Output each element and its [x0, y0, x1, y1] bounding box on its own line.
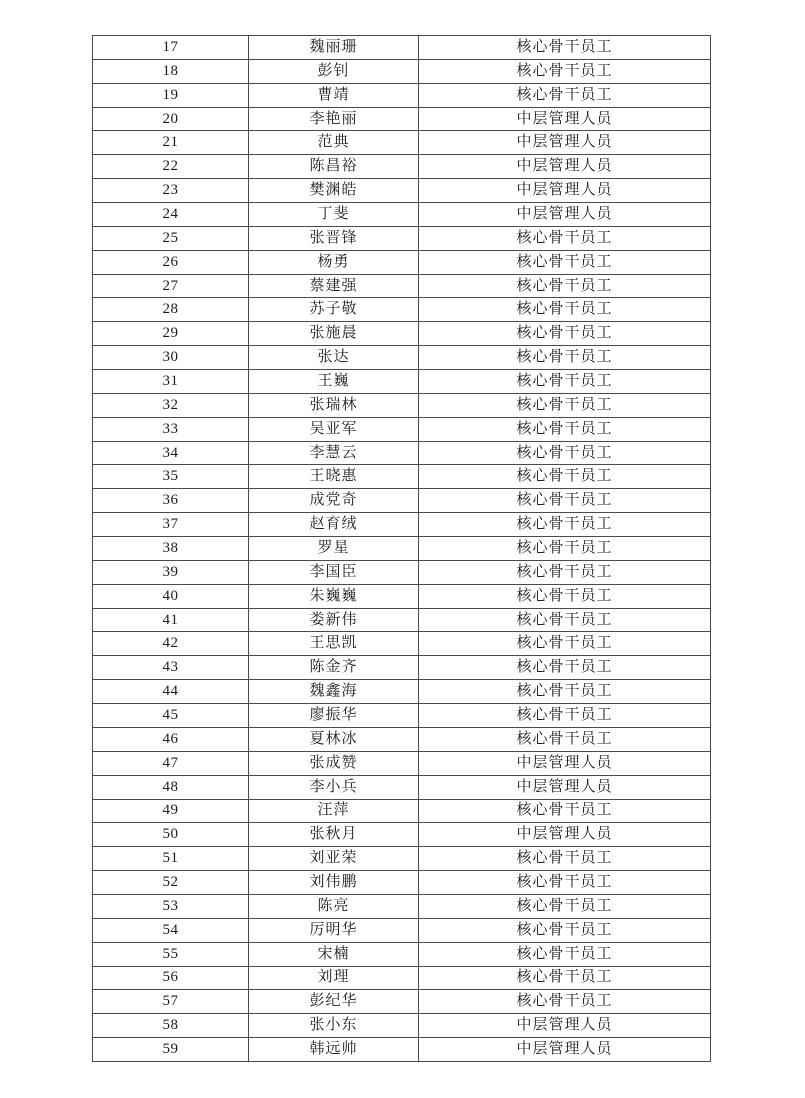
row-number-cell: 38 — [93, 537, 249, 561]
table-row — [93, 632, 711, 656]
row-number-cell: 29 — [93, 322, 249, 346]
employee-category-cell: 核心骨干员工 — [419, 393, 711, 417]
row-number-cell: 54 — [93, 918, 249, 942]
employee-name-cell: 廖振华 — [249, 704, 419, 728]
employee-category-cell: 核心骨干员工 — [419, 441, 711, 465]
employee-category-cell: 核心骨干员工 — [419, 847, 711, 871]
row-number-cell: 52 — [93, 871, 249, 895]
employee-category-cell: 中层管理人员 — [419, 1014, 711, 1038]
row-number-cell: 57 — [93, 990, 249, 1014]
table-row — [93, 203, 711, 227]
row-number-cell: 40 — [93, 584, 249, 608]
row-number-cell: 23 — [93, 179, 249, 203]
table-row — [93, 584, 711, 608]
table-row — [93, 727, 711, 751]
employee-name-cell: 厉明华 — [249, 918, 419, 942]
employee-category-cell: 核心骨干员工 — [419, 560, 711, 584]
employee-name-cell: 王巍 — [249, 370, 419, 394]
row-number-cell: 58 — [93, 1014, 249, 1038]
row-number-cell: 55 — [93, 942, 249, 966]
employee-name-cell: 朱巍巍 — [249, 584, 419, 608]
employee-category-cell: 核心骨干员工 — [419, 584, 711, 608]
employee-category-cell: 核心骨干员工 — [419, 322, 711, 346]
employee-name-cell: 张晋锋 — [249, 226, 419, 250]
table-row — [93, 441, 711, 465]
table-row — [93, 465, 711, 489]
table-row — [93, 656, 711, 680]
table-row — [93, 799, 711, 823]
employee-category-cell: 中层管理人员 — [419, 1038, 711, 1062]
employee-category-table — [92, 35, 711, 1062]
row-number-cell: 41 — [93, 608, 249, 632]
employee-name-cell: 李慧云 — [249, 441, 419, 465]
table-row — [93, 322, 711, 346]
employee-category-cell: 核心骨干员工 — [419, 704, 711, 728]
employee-name-cell: 蔡建强 — [249, 274, 419, 298]
table-row — [93, 346, 711, 370]
employee-category-cell: 核心骨干员工 — [419, 417, 711, 441]
employee-name-cell: 彭钊 — [249, 59, 419, 83]
row-number-cell: 20 — [93, 107, 249, 131]
employee-name-cell: 张秋月 — [249, 823, 419, 847]
employee-name-cell: 魏丽珊 — [249, 36, 419, 60]
employee-name-cell: 苏子敬 — [249, 298, 419, 322]
row-number-cell: 47 — [93, 751, 249, 775]
table-row — [93, 775, 711, 799]
table-row — [93, 894, 711, 918]
row-number-cell: 59 — [93, 1038, 249, 1062]
table-row — [93, 489, 711, 513]
employee-category-cell: 核心骨干员工 — [419, 36, 711, 60]
employee-name-cell: 娄新伟 — [249, 608, 419, 632]
row-number-cell: 48 — [93, 775, 249, 799]
table-row — [93, 560, 711, 584]
employee-name-cell: 张小东 — [249, 1014, 419, 1038]
row-number-cell: 36 — [93, 489, 249, 513]
table-row — [93, 990, 711, 1014]
employee-name-cell: 宋楠 — [249, 942, 419, 966]
table-row — [93, 36, 711, 60]
employee-name-cell: 樊渊皓 — [249, 179, 419, 203]
table-row — [93, 608, 711, 632]
employee-name-cell: 丁斐 — [249, 203, 419, 227]
employee-category-cell: 核心骨干员工 — [419, 346, 711, 370]
employee-name-cell: 王晓惠 — [249, 465, 419, 489]
row-number-cell: 51 — [93, 847, 249, 871]
employee-category-cell: 中层管理人员 — [419, 751, 711, 775]
row-number-cell: 31 — [93, 370, 249, 394]
row-number-cell: 17 — [93, 36, 249, 60]
employee-category-cell: 核心骨干员工 — [419, 608, 711, 632]
row-number-cell: 33 — [93, 417, 249, 441]
employee-category-cell: 中层管理人员 — [419, 203, 711, 227]
employee-category-cell: 核心骨干员工 — [419, 680, 711, 704]
employee-category-cell: 核心骨干员工 — [419, 274, 711, 298]
row-number-cell: 43 — [93, 656, 249, 680]
employee-name-cell: 魏鑫海 — [249, 680, 419, 704]
row-number-cell: 22 — [93, 155, 249, 179]
table-row — [93, 871, 711, 895]
row-number-cell: 37 — [93, 513, 249, 537]
table-row — [93, 823, 711, 847]
employee-category-cell: 核心骨干员工 — [419, 513, 711, 537]
table-row — [93, 1014, 711, 1038]
employee-category-cell: 核心骨干员工 — [419, 799, 711, 823]
row-number-cell: 35 — [93, 465, 249, 489]
row-number-cell: 27 — [93, 274, 249, 298]
row-number-cell: 30 — [93, 346, 249, 370]
row-number-cell: 24 — [93, 203, 249, 227]
table-row — [93, 370, 711, 394]
table-row — [93, 250, 711, 274]
employee-name-cell: 吴亚军 — [249, 417, 419, 441]
row-number-cell: 32 — [93, 393, 249, 417]
table-row — [93, 942, 711, 966]
employee-category-cell: 核心骨干员工 — [419, 537, 711, 561]
row-number-cell: 28 — [93, 298, 249, 322]
employee-category-cell: 核心骨干员工 — [419, 966, 711, 990]
employee-name-cell: 王思凯 — [249, 632, 419, 656]
table-row — [93, 59, 711, 83]
employee-category-cell: 核心骨干员工 — [419, 226, 711, 250]
employee-category-cell: 核心骨干员工 — [419, 465, 711, 489]
employee-name-cell: 汪萍 — [249, 799, 419, 823]
employee-category-cell: 核心骨干员工 — [419, 59, 711, 83]
table-row — [93, 83, 711, 107]
employee-category-cell: 中层管理人员 — [419, 823, 711, 847]
employee-name-cell: 陈亮 — [249, 894, 419, 918]
row-number-cell: 21 — [93, 131, 249, 155]
employee-name-cell: 李艳丽 — [249, 107, 419, 131]
table-row — [93, 417, 711, 441]
row-number-cell: 46 — [93, 727, 249, 751]
row-number-cell: 53 — [93, 894, 249, 918]
employee-category-cell: 中层管理人员 — [419, 179, 711, 203]
employee-name-cell: 韩远帅 — [249, 1038, 419, 1062]
employee-name-cell: 成党奇 — [249, 489, 419, 513]
employee-category-cell: 核心骨干员工 — [419, 632, 711, 656]
employee-name-cell: 张成赞 — [249, 751, 419, 775]
employee-category-cell: 核心骨干员工 — [419, 298, 711, 322]
employee-category-cell: 核心骨干员工 — [419, 942, 711, 966]
row-number-cell: 26 — [93, 250, 249, 274]
employee-category-cell: 核心骨干员工 — [419, 83, 711, 107]
table-row — [93, 274, 711, 298]
employee-name-cell: 彭纪华 — [249, 990, 419, 1014]
row-number-cell: 56 — [93, 966, 249, 990]
employee-category-cell: 核心骨干员工 — [419, 370, 711, 394]
employee-name-cell: 杨勇 — [249, 250, 419, 274]
employee-name-cell: 夏林冰 — [249, 727, 419, 751]
table-row — [93, 1038, 711, 1062]
row-number-cell: 50 — [93, 823, 249, 847]
row-number-cell: 19 — [93, 83, 249, 107]
employee-name-cell: 刘伟鹏 — [249, 871, 419, 895]
employee-category-cell: 中层管理人员 — [419, 131, 711, 155]
employee-name-cell: 张达 — [249, 346, 419, 370]
table-row — [93, 918, 711, 942]
employee-name-cell: 赵育绒 — [249, 513, 419, 537]
table-row — [93, 966, 711, 990]
employee-name-cell: 刘理 — [249, 966, 419, 990]
table-row — [93, 393, 711, 417]
employee-category-cell: 核心骨干员工 — [419, 918, 711, 942]
employee-name-cell: 曹靖 — [249, 83, 419, 107]
employee-name-cell: 陈昌裕 — [249, 155, 419, 179]
row-number-cell: 25 — [93, 226, 249, 250]
table-row — [93, 704, 711, 728]
row-number-cell: 18 — [93, 59, 249, 83]
row-number-cell: 39 — [93, 560, 249, 584]
employee-category-cell: 中层管理人员 — [419, 775, 711, 799]
employee-name-cell: 李国臣 — [249, 560, 419, 584]
table-row — [93, 155, 711, 179]
table-row — [93, 298, 711, 322]
employee-category-cell: 核心骨干员工 — [419, 990, 711, 1014]
employee-category-cell: 中层管理人员 — [419, 155, 711, 179]
table-row — [93, 680, 711, 704]
row-number-cell: 49 — [93, 799, 249, 823]
employee-category-cell: 核心骨干员工 — [419, 894, 711, 918]
employee-name-cell: 张施晨 — [249, 322, 419, 346]
employee-name-cell: 罗星 — [249, 537, 419, 561]
employee-name-cell: 陈金齐 — [249, 656, 419, 680]
employee-name-cell: 张瑞林 — [249, 393, 419, 417]
table-row — [93, 107, 711, 131]
table-row — [93, 179, 711, 203]
table-row — [93, 226, 711, 250]
table-row — [93, 537, 711, 561]
table-row — [93, 847, 711, 871]
employee-table-body — [93, 36, 711, 1062]
employee-category-cell: 核心骨干员工 — [419, 871, 711, 895]
row-number-cell: 45 — [93, 704, 249, 728]
table-row — [93, 751, 711, 775]
employee-category-cell: 核心骨干员工 — [419, 727, 711, 751]
row-number-cell: 44 — [93, 680, 249, 704]
employee-category-cell: 核心骨干员工 — [419, 489, 711, 513]
row-number-cell: 42 — [93, 632, 249, 656]
table-row — [93, 513, 711, 537]
employee-category-cell: 中层管理人员 — [419, 107, 711, 131]
row-number-cell: 34 — [93, 441, 249, 465]
employee-category-cell: 核心骨干员工 — [419, 656, 711, 680]
employee-category-cell: 核心骨干员工 — [419, 250, 711, 274]
employee-name-cell: 范典 — [249, 131, 419, 155]
employee-name-cell: 刘亚荣 — [249, 847, 419, 871]
table-row — [93, 131, 711, 155]
employee-name-cell: 李小兵 — [249, 775, 419, 799]
